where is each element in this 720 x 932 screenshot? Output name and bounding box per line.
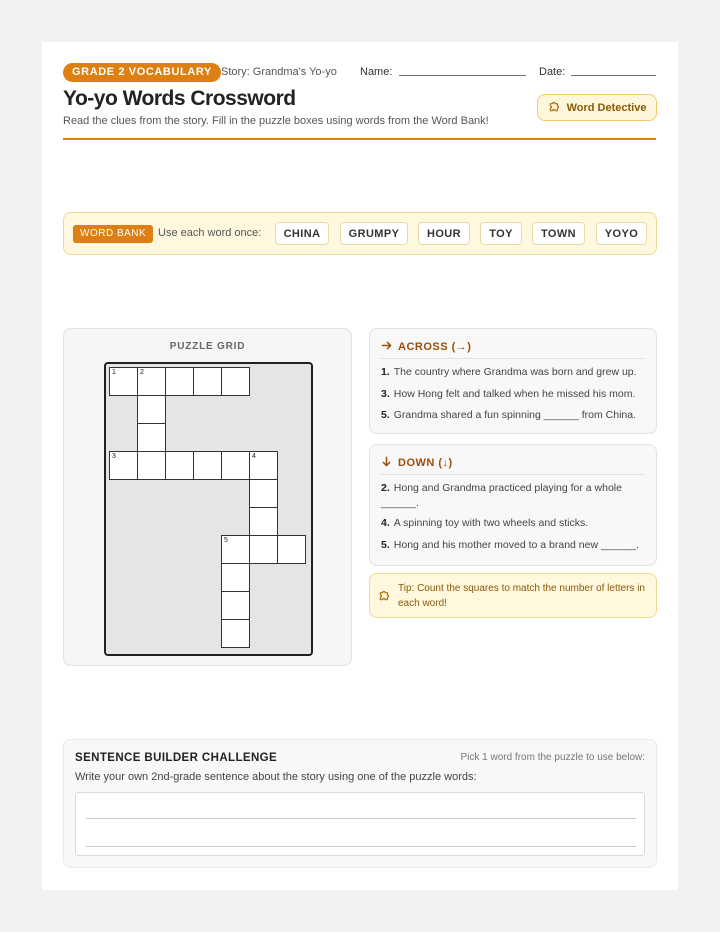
clue-item: 4. A spinning toy with two wheels and sticks. <box>381 517 589 529</box>
word-bank-instruction: Use each word once: <box>158 227 262 239</box>
grid-cell[interactable] <box>109 367 138 396</box>
across-heading <box>381 340 471 354</box>
worksheet-page <box>42 42 678 890</box>
word-bank-word: TOY <box>480 222 522 245</box>
word-bank-word: TOWN <box>532 222 585 245</box>
header-divider <box>63 138 656 140</box>
down-clues-panel <box>369 444 657 566</box>
builder-title: SENTENCE BUILDER CHALLENGE <box>75 752 278 764</box>
clue-item: 5. Grandma shared a fun spinning ______ from China. <box>381 409 636 421</box>
grid-cell[interactable] <box>137 367 166 396</box>
page-subtitle: Read the clues from the story. Fill in the puzzle boxes using words from the Word Bank! <box>63 115 489 127</box>
across-heading-label: ACROSS (→) <box>398 341 472 353</box>
page-title: Yo-yo Words Crossword <box>63 87 296 110</box>
clue-number: 4 <box>252 453 256 460</box>
date-label: Date: <box>539 66 566 78</box>
clue-number: 1 <box>112 369 116 376</box>
tip-box <box>369 573 657 618</box>
clue-item: 2. Hong and Grandma practiced playing for a whole ______. <box>381 482 622 509</box>
grid-cell[interactable] <box>277 535 306 564</box>
crossword-grid <box>104 362 313 656</box>
name-label: Name: <box>360 66 393 78</box>
word-bank-word: CHINA <box>275 222 329 245</box>
clue-number: 3 <box>112 453 116 460</box>
grid-cell[interactable] <box>221 535 250 564</box>
grid-cell[interactable] <box>137 451 166 480</box>
writing-line <box>86 818 636 819</box>
across-clues-panel <box>369 328 657 434</box>
grid-cell[interactable] <box>109 451 138 480</box>
grid-cell[interactable] <box>221 367 250 396</box>
grid-cell[interactable] <box>249 535 278 564</box>
tip-text: Tip: Count the squares to match the number of letters in each word! <box>398 583 645 609</box>
clue-item: 5. Hong and his mother moved to a brand new ______. <box>381 539 639 551</box>
header-row <box>63 63 656 83</box>
builder-instruction: Write your own 2nd-grade sentence about the story using one of the puzzle words: <box>75 771 477 783</box>
grid-cell[interactable] <box>165 367 194 396</box>
word-bank <box>63 212 657 255</box>
clue-number: 5 <box>224 537 228 544</box>
grid-cell[interactable] <box>221 591 250 620</box>
grid-cell[interactable] <box>221 451 250 480</box>
puzzle-title: PUZZLE GRID <box>169 341 246 352</box>
grid-cell[interactable] <box>137 423 166 452</box>
writing-line <box>86 846 636 847</box>
puzzle-panel <box>63 328 352 666</box>
word-bank-word: GRUMPY <box>340 222 408 245</box>
sentence-builder <box>63 739 657 868</box>
grid-cell[interactable] <box>249 451 278 480</box>
down-heading <box>381 456 453 470</box>
arrow-down-icon <box>381 456 392 470</box>
grade-label: GRADE 2 VOCABULARY <box>63 63 221 82</box>
clue-item: 3. How Hong felt and talked when he missed his mom. <box>381 388 636 400</box>
puzzle-piece-icon <box>378 588 392 607</box>
grid-cell[interactable] <box>165 451 194 480</box>
grid-cell[interactable] <box>221 619 250 648</box>
divider <box>381 358 645 359</box>
word-detective-badge <box>537 94 657 121</box>
name-field[interactable] <box>399 75 526 76</box>
builder-hint: Pick 1 word from the puzzle to use below: <box>460 752 645 763</box>
sentence-input[interactable] <box>75 792 645 856</box>
divider <box>381 474 645 475</box>
grid-cell[interactable] <box>249 479 278 508</box>
word-bank-word: HOUR <box>418 222 470 245</box>
grid-cell[interactable] <box>193 451 222 480</box>
arrow-right-icon <box>381 340 392 354</box>
word-bank-label: WORD BANK <box>73 225 153 243</box>
word-bank-word: YOYO <box>596 222 647 245</box>
grid-cell[interactable] <box>221 563 250 592</box>
date-field[interactable] <box>571 75 656 76</box>
clue-number: 2 <box>140 369 144 376</box>
grid-cell[interactable] <box>249 507 278 536</box>
story-title: Story: Grandma's Yo-yo <box>221 66 337 78</box>
puzzle-piece-icon <box>548 99 562 116</box>
clue-item: 1. The country where Grandma was born and grew up. <box>381 366 637 378</box>
badge-label: Word Detective <box>566 101 647 114</box>
down-heading-label: DOWN (↓) <box>398 457 453 469</box>
grid-cell[interactable] <box>193 367 222 396</box>
grid-cell[interactable] <box>137 395 166 424</box>
